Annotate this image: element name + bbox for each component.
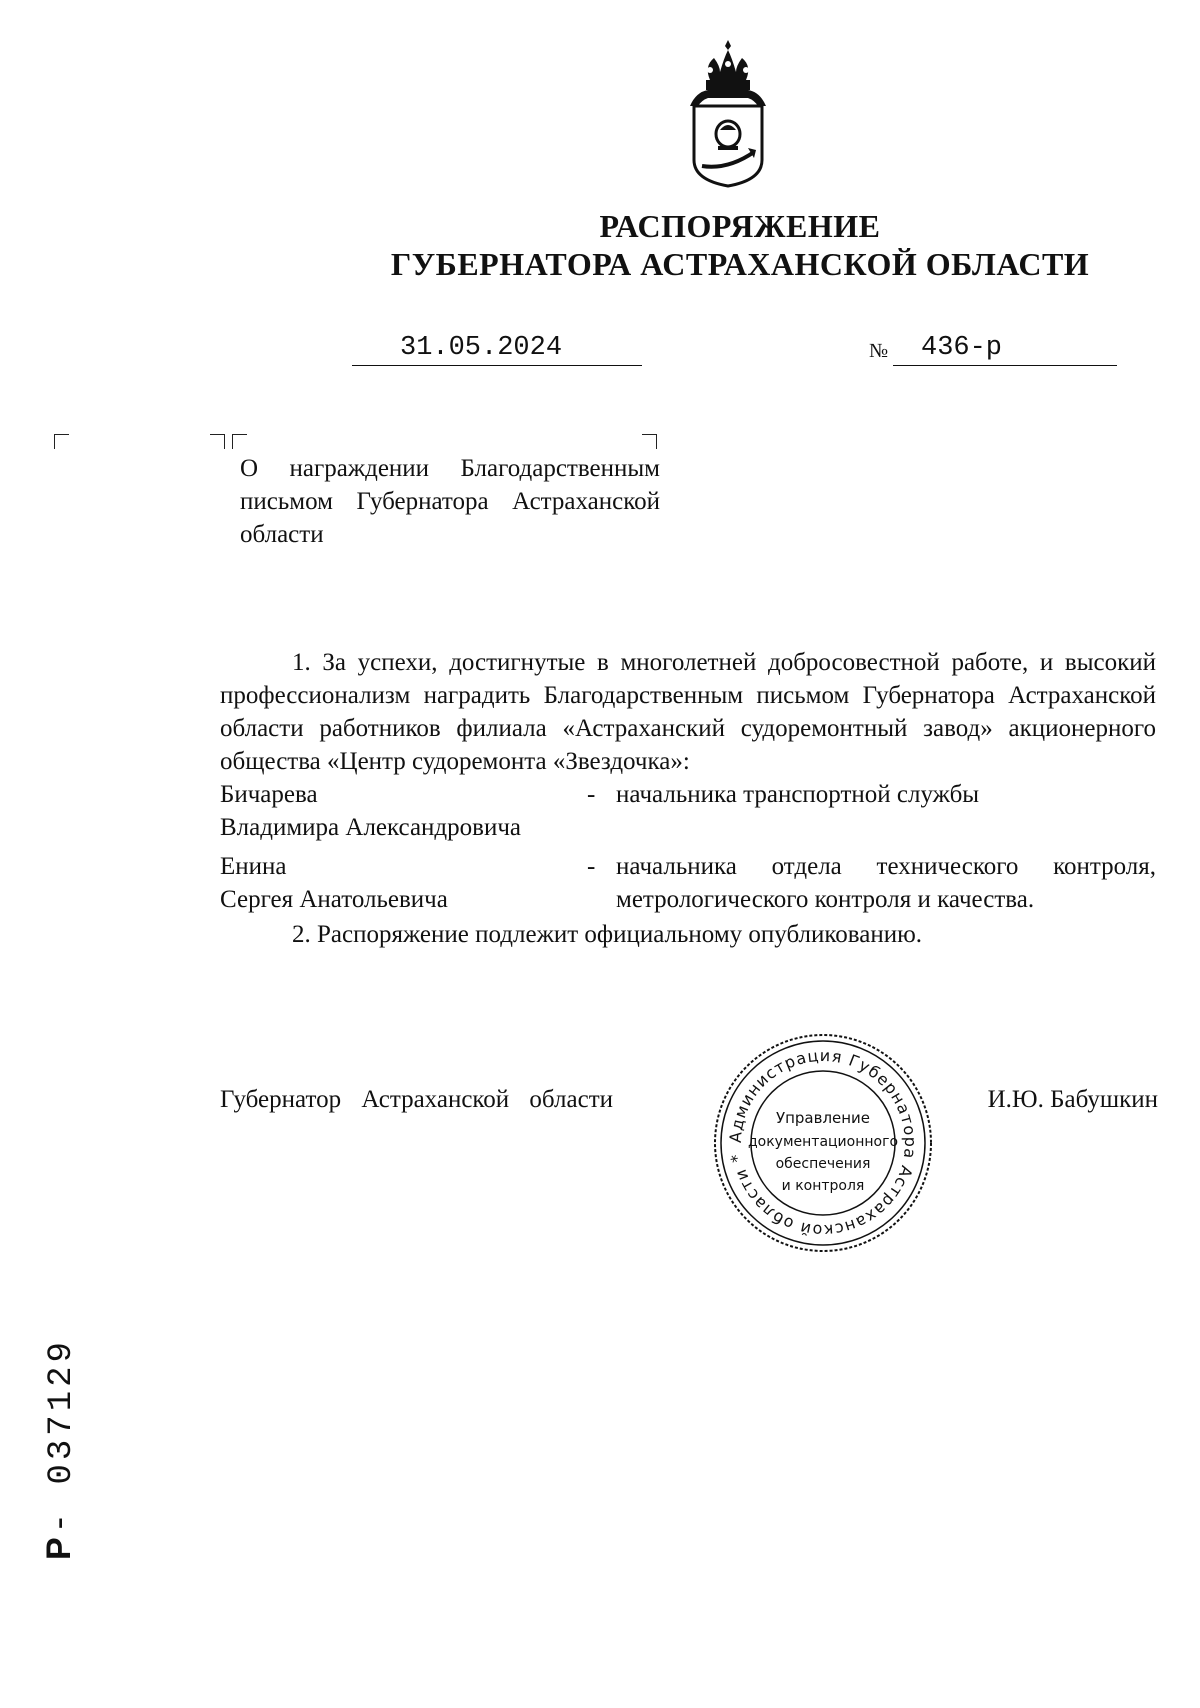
subject-corner-mark-right — [642, 434, 657, 449]
registration-number — [40, 1338, 81, 1560]
paragraph-2: 2. Распоряжение подлежит официальному опубликованию. — [292, 921, 923, 948]
awardee-row — [220, 850, 1156, 916]
seal-center-line: и контроля — [781, 1178, 865, 1194]
document-issuer: ГУБЕРНАТОРА АСТРАХАНСКОЙ ОБЛАСТИ — [390, 246, 1090, 282]
registration-prefix: Р — [40, 1533, 78, 1560]
seal-center-line: обеспечения — [775, 1156, 871, 1172]
awardee-name — [220, 778, 580, 844]
seal-center-line: документационного — [747, 1134, 899, 1150]
document-date: 31.05.2024 — [352, 334, 642, 366]
awardee-name — [220, 850, 580, 916]
awardee-position: начальника отдела технического контроля, метрологического контроля и качества. — [616, 853, 1156, 913]
awardee-dash: - — [587, 781, 596, 808]
subject-corner-mark-left — [210, 434, 225, 449]
document-number: 436-р — [893, 334, 1117, 366]
registration-digits: - 037129 — [43, 1338, 81, 1534]
paragraph-1: 1. За успехи, достигнутые в многолетней добросовестной работе, и высокий профессионализм наградить Благодарственным письмом Губернатора Астраханской области работников филиала «Астраханский судоремонтный завод» акционерного общества «Центр судоремонта «Звездочка»: — [220, 649, 1156, 775]
number-label: № — [869, 340, 889, 362]
document-body — [220, 646, 1156, 951]
awardee-dash: - — [587, 853, 596, 880]
margin-corner-mark — [54, 434, 69, 449]
document-subject: О награждении Благодарственным письмом Губернатора Астраханской области — [240, 455, 660, 548]
signatory-position: Губернатор Астраханской области — [220, 1086, 614, 1113]
coat-of-arms-emblem — [680, 38, 776, 188]
seal-center-line: Управление — [775, 1109, 871, 1127]
seal-ring-text: Администрация Губернатора Астраханской области * — [725, 1045, 921, 1241]
official-seal — [710, 1030, 936, 1256]
awardee-surname: Енина — [220, 853, 287, 880]
awardee-surname: Бичарева — [220, 781, 318, 808]
awardee-given-names: Сергея Анатольевича — [220, 886, 448, 913]
document-title: РАСПОРЯЖЕНИЕ — [599, 208, 881, 244]
subject-corner-mark-left-inner — [232, 434, 247, 449]
awardee-position: начальника транспортной службы — [616, 781, 980, 808]
awardee-row — [220, 778, 1156, 844]
signatory-name: И.Ю. Бабушкин — [987, 1086, 1158, 1113]
awardee-given-names: Владимира Александровича — [220, 814, 521, 841]
